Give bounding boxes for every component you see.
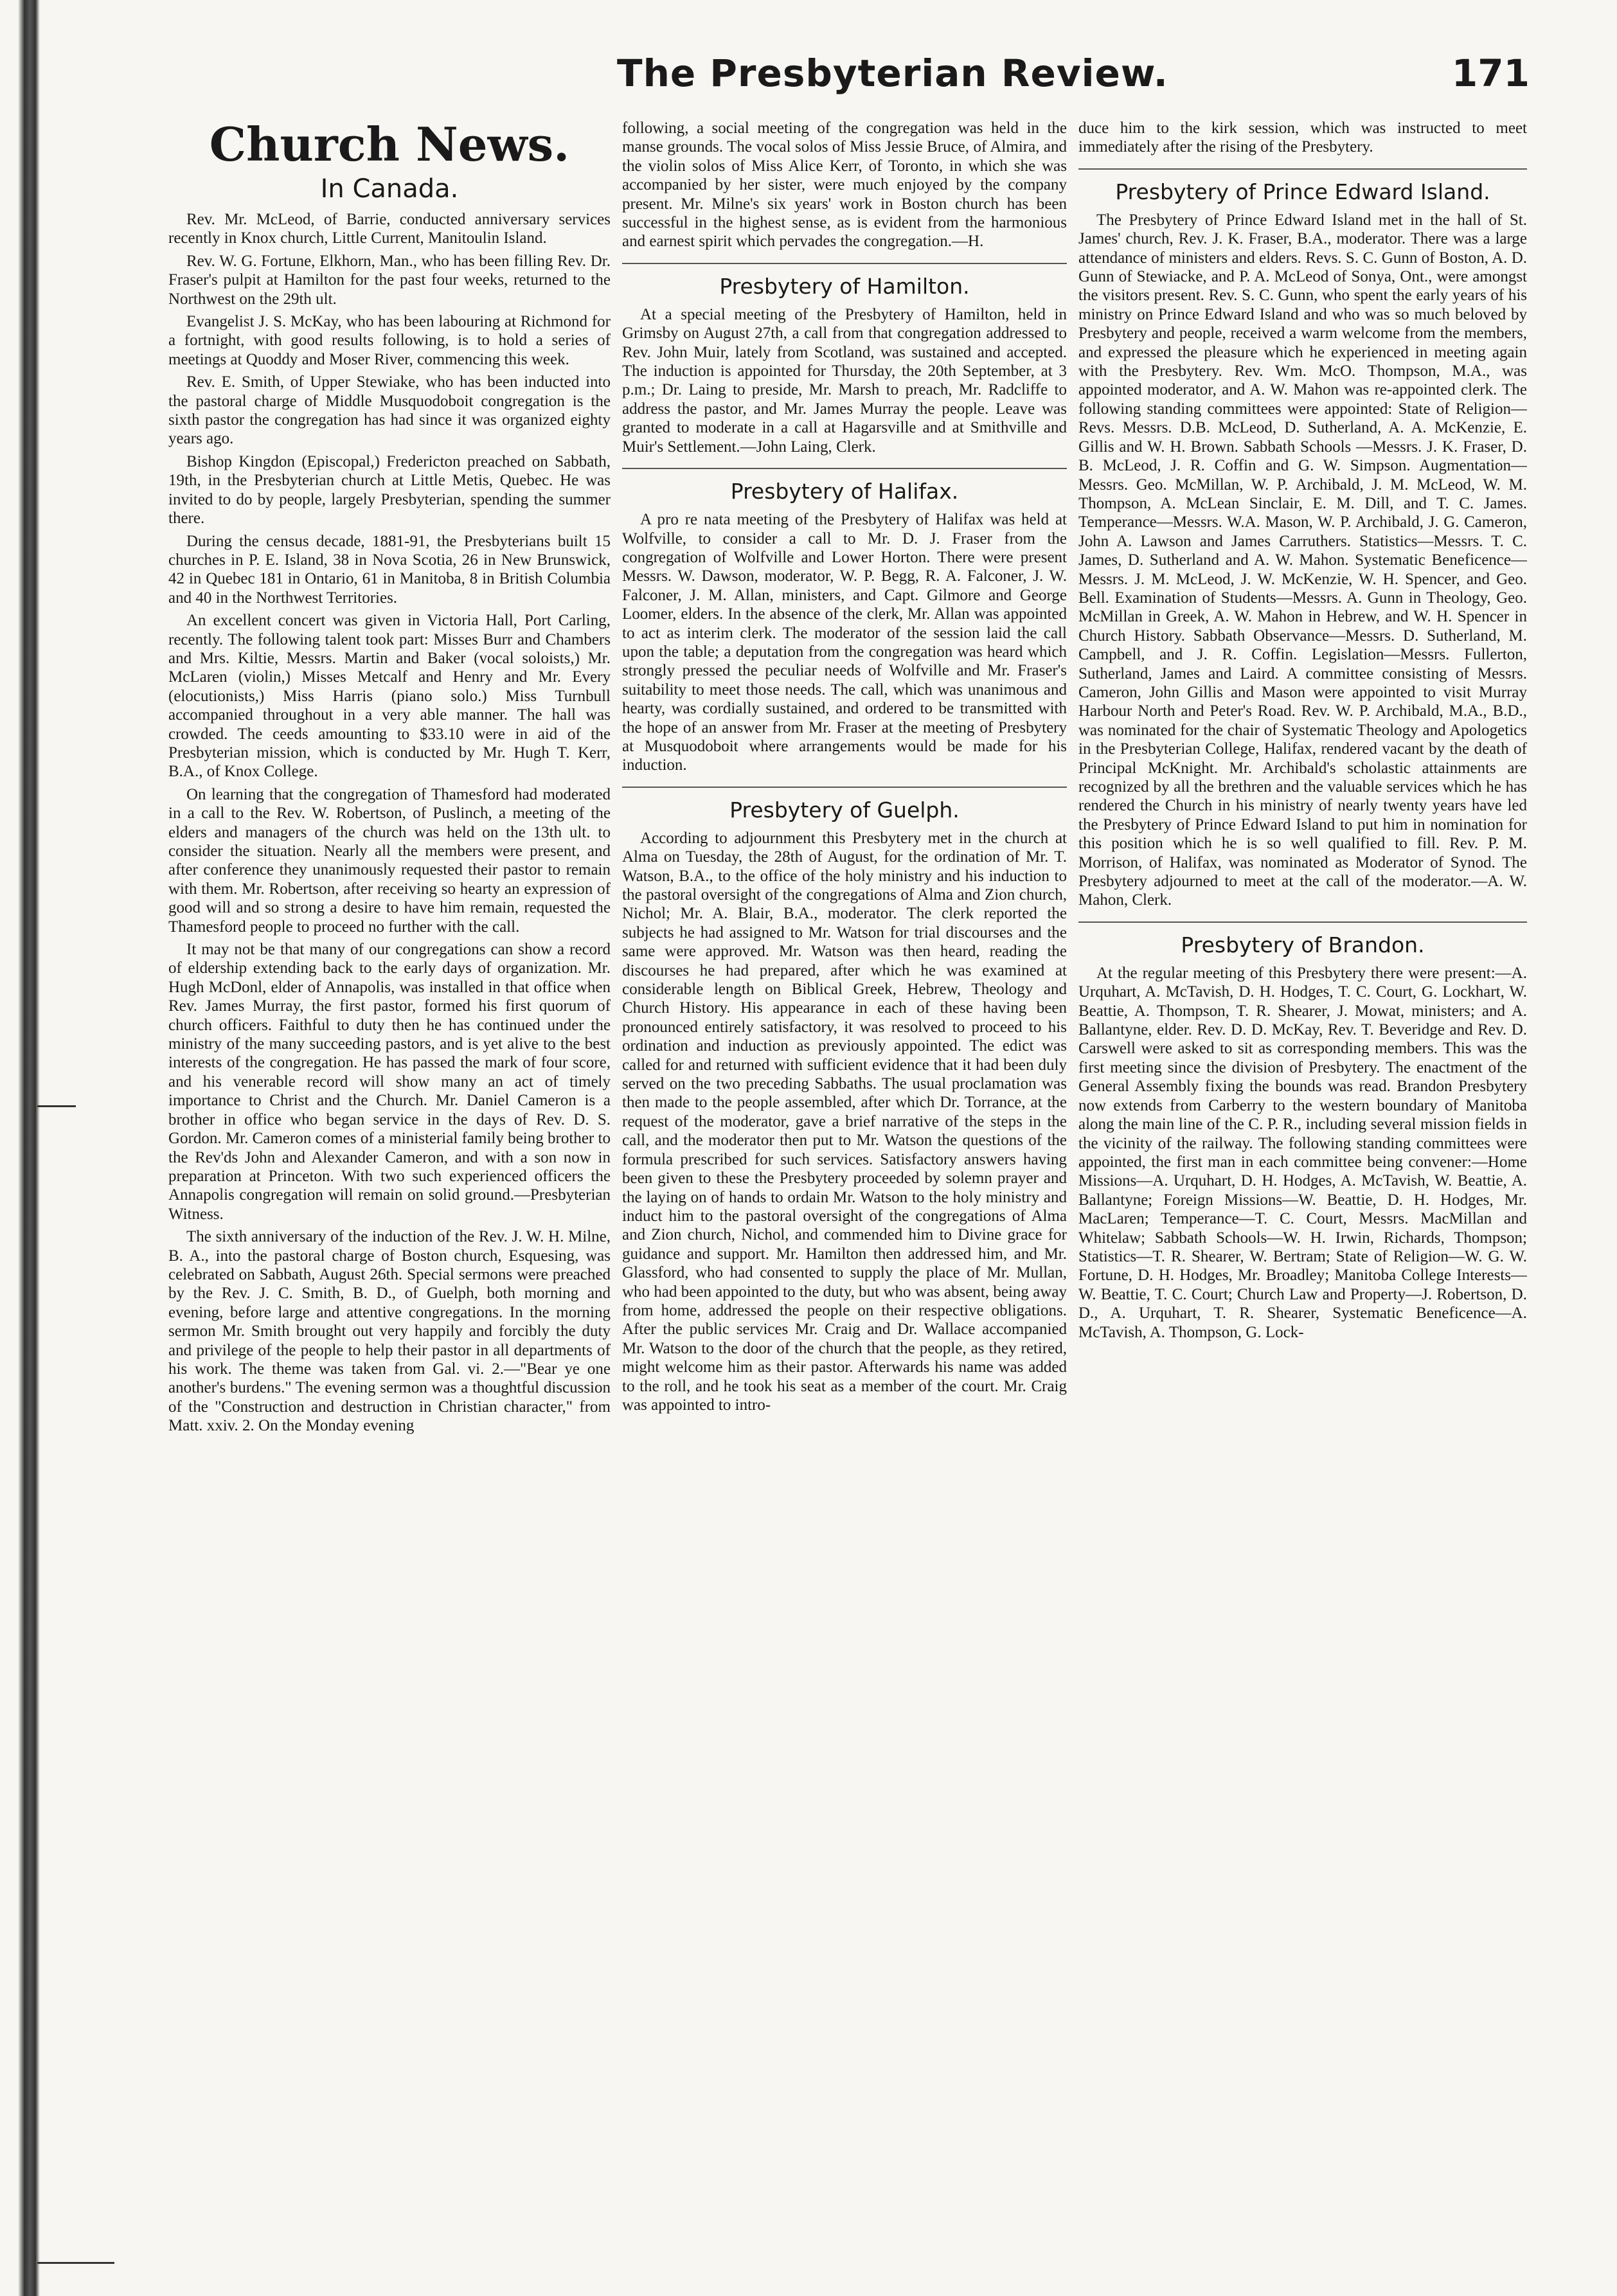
news-paragraph: An excellent concert was given in Victoria Hall, Port Carling, recently. The following talent took part: Misses Burr and Chambers and Mrs. Kiltie, Messrs. Martin and Baker (vocal soloists,) Mr. McLaren (violin,) Misses Metcalf and Henry and Mr. Every (elocutionists,) Miss Harris (piano solo.) Miss Turnbull accompanied throughout in a very able manner. The hall was crowded. The ceeds amounting to $33.10 were in aid of the Presbyterian mission, which is conducted by Mr. Hugh T. Kerr, B.A., of Knox College. — [168, 612, 611, 781]
column-2-body — [622, 119, 1067, 1414]
page-header — [617, 51, 1530, 103]
section-title: Church News. — [209, 119, 570, 172]
news-paragraph: Rev. Mr. McLeod, of Barrie, conducted anniversary services recently in Knox church, Little Current, Manitoulin Island. — [168, 211, 611, 247]
news-paragraph: Rev. W. G. Fortune, Elkhorn, Man., who has been filling Rev. Dr. Fraser's pulpit at Hamilton for the past four weeks, returned to the Northwest on the 29th ult. — [168, 252, 611, 308]
presbytery-heading: Presbytery of Guelph. — [622, 787, 1067, 823]
news-paragraph: Bishop Kingdon (Episcopal,) Fredericton preached on Sabbath, 19th, in the Presbyterian church at Little Metis, Quebec. He was invited to do by people, largely Presbyterian, spending the summer there. — [168, 452, 611, 528]
column-1 — [168, 119, 611, 2149]
page-binding-edge — [18, 0, 40, 2296]
news-paragraph: It may not be that many of our congregations can show a record of eldership extending back to the early days of organization. Mr. Hugh McDonl, elder of Annapolis, was installed in that office when Rev. James Murray, the first pastor, formed his first quorum of church officers. Faithful to duty then he has continued under the ministry of the many succeeding pastors, and is yet alive to the best interests of the congregation. He has passed the mark of four score, and his venerable record will show many an act of timely importance to Christ and the Church. Mr. Daniel Cameron is a brother in office who began service in the days of Rev. D. S. Gordon. Mr. Cameron comes of a ministerial family being brother to the Rev'ds John and Alexander Cameron, and with a son now in preparation at Princeton. With two such experienced officers the Annapolis congregation will remain on solid ground.—Presbyterian Witness. — [168, 941, 611, 1223]
column-3-body — [1078, 119, 1527, 1342]
news-paragraph: At a special meeting of the Presbytery of Hamilton, held in Grimsby on August 27th, a call from that congregation addressed to Rev. John Muir, lately from Scotland, was sustained and accepted. The induction is appointed for Thursday, the 20th September, at 3 p.m.; Dr. Laing to preside, Mr. Marsh to preach, Mr. Radcliffe to address the pastor, and Mr. James Murray the people. Leave was granted to moderate in a call at Hagarsville and at Smithville and Muir's Settlement.—John Laing, Clerk. — [622, 305, 1067, 456]
presbytery-heading: Presbytery of Halifax. — [622, 468, 1067, 504]
section-subtitle: In Canada. — [320, 174, 459, 204]
continued-paragraph: duce him to the kirk session, which was instructed to meet immediately after the rising of the Presbytery. — [1078, 120, 1527, 156]
presbytery-heading: Presbytery of Hamilton. — [622, 263, 1067, 299]
binding-mark — [37, 2262, 114, 2264]
news-paragraph: Rev. E. Smith, of Upper Stewiake, who has been inducted into the pastoral charge of Middle Musquodoboit congregation is the sixth pastor the congregation has had since it was organized eighty years ago. — [168, 373, 611, 448]
running-title: The Presbyterian Review. — [617, 51, 1168, 95]
column-3 — [1078, 119, 1527, 2149]
column-1-body — [168, 210, 611, 1436]
news-paragraph: At the regular meeting of this Presbytery there were present:—A. Urquhart, A. McTavish, D. H. Hodges, T. C. Court, G. Lockhart, W. Beattie, A. Thompson, T. R. Shearer, J. Mowat, ministers; and A. Ballantyne, elder. Rev. D. D. McKay, Rev. T. Beveridge and Rev. D. Carswell were asked to sit as corresponding members. This was the first meeting since the division of Presbytery. The enactment of the General Assembly fixing the bounds was read. Brandon Presbytery now extends from Carberry to the western boundary of Manitoba along the main line of the C. P. R., including several mission fields in the vicinity of the railway. The following standing committees were appointed, the first man in each committee being convener:—Home Missions—A. Urquhart, D. H. Hodges, A. McTavish, W. Beattie, A. Ballantyne; Foreign Missions—W. Beattie, D. H. Hodges, Mr. MacLaren; Temperance—T. C. Court, Messrs. MacMillan and Whitelaw; Sabbath Schools—W. H. Irwin, Richards, Thompson; Statistics—T. R. Shearer, W. Bertram; State of Religion—W. G. W. Fortune, D. H. Hodges, Mr. Broadley; Manitoba College Interests—W. Beattie, T. C. Court; Church Law and Property—J. Robertson, D. D., A. Urquhart, T. R. Shearer, Systematic Beneficence—A. McTavish, A. Thompson, G. Lock- — [1078, 964, 1527, 1341]
binding-mark — [37, 1105, 76, 1107]
news-paragraph: Evangelist J. S. McKay, who has been labouring at Richmond for a fortnight, with good results following, is to hold a series of meetings at Quoddy and Moser River, commencing this week. — [168, 313, 611, 368]
news-paragraph: According to adjournment this Presbytery met in the church at Alma on Tuesday, the 28th of August, for the ordination of Mr. T. Watson, B.A., to the office of the holy ministry and his induction to the pastoral oversight of the congregations of Alma and Zion church, Nichol; Mr. A. Blair, B.A., moderator. The clerk reported the subjects he had assigned to Mr. Watson for trial discourses and the same were approved. Mr. Watson was then heard, reading the discourses he had prepared, after which he was examined at considerable length on Biblical Greek, Hebrew, Theology and Church History. His appearance in each of these having been pronounced entirely satisfactory, it was resolved to proceed to his ordination and induction as previously appointed. The edict was called for and returned with sufficient evidence that it had been duly served on the two preceding Sabbaths. The usual proclamation was then made to the people assembled, after which Dr. Torrance, at the request of the moderator, gave a brief narrative of the steps in the call, and the moderator then put to Mr. Watson the questions of the formula prescribed for such services. Satisfactory answers having been given to these the Presbytery proceeded by solemn prayer and the laying on of hands to ordain Mr. Watson to the holy ministry and induct him to the pastoral oversight of the congregations of Alma and Zion church, Nichol, and commended him to Divine grace for guidance and support. Mr. Hamilton then addressed him, and Mr. Glassford, who had consented to supply the place of Mr. Mullan, who had been appointed to the duty, but who was absent, being away from home, addressed the people on their respective obligations. After the public services Mr. Craig and Dr. Wallace accompanied Mr. Watson to the door of the church that the people, as they retired, might welcome him as their pastor. Afterwards his name was added to the roll, and he took his seat as a member of the court. Mr. Craig was appointed to intro- — [622, 829, 1067, 1414]
news-paragraph: The Presbytery of Prince Edward Island met in the hall of St. James' church, Rev. J. K. Fraser, B.A., moderator. There was a large attendance of ministers and elders. Revs. S. C. Gunn of Boston, A. D. Gunn of Stewiacke, and P. A. McLeod of Sonya, Ont., were amongst the visitors present. Rev. S. C. Gunn, who spent the early years of his ministry on Prince Edward Island and who was so much beloved by Presbytery and people, received a warm welcome from the members, and expressed the pleasure which he experienced in meeting again with the Presbytery. Rev. Wm. McO. Thompson, M.A., was appointed moderator, and A. W. Mahon was re-appointed clerk. The following standing committees were appointed: State of Religion—Revs. Messrs. D.B. McLeod, D. Sutherland, A. A. McKenzie, E. Gillis and W. H. Brown. Sabbath Schools —Messrs. J. K. Fraser, D. B. McLeod, J. R. Coffin and G. W. Simpson. Augmentation—Messrs. Geo. McMillan, W. P. Archibald, J. M. McLeod, W. M. Thompson, A. McLean Sinclair, E. M. Dill, and T. C. James. Temperance—Messrs. W.A. Mason, W. P. Archibald, J. G. Cameron, John A. Lawson and James Carruthers. Statistics—Messrs. T. C. James, D. Sutherland and A. W. Mahon. Systematic Beneficence—Messrs. J. M. McLeod, J. W. McKenzie, W. H. Spencer, and Geo. Bell. Examination of Students—Messrs. A. Gunn in Theology, Geo. McMillan in Greek, A. W. Mahon in Hebrew, and W. H. Spencer in Church History. Sabbath Observance—Messrs. D. Sutherland, M. Campbell, and J. R. Coffin. Legislation—Messrs. Fullerton, Sutherland, James and Laird. A committee consisting of Messrs. Cameron, John Gillis and Mason were appointed to visit Murray Harbour North and Peter's Road. Rev. W. P. Archibald, M.A., B.D., was nominated for the chair of Systematic Theology and Apologetics in the Presbyterian College, Halifax, rendered vacant by the death of Principal McKnight. Mr. Archibald's scholastic attainments are recognized by all the brethren and the valuable services which he has rendered the Church in his ministry of nearly twenty years have led the Presbytery of Prince Edward Island to put him in nomination for this position which he is so well qualified to fill. Rev. P. M. Morrison, of Halifax, was nominated as Moderator of Synod. The Presbytery adjourned to meet at the call of the moderator.—A. W. Mahon, Clerk. — [1078, 211, 1527, 909]
news-paragraph: A pro re nata meeting of the Presbytery of Halifax was held at Wolfville, to consider a call to Mr. D. J. Fraser from the congregation of Wolfville and Lower Horton. There were present Messrs. W. Dawson, moderator, W. P. Begg, R. A. Falconer, J. W. Falconer, J. M. Allan, ministers, and Capt. Gilmore and George Loomer, elders. In the absence of the clerk, Mr. Allan was appointed to act as interim clerk. The moderator of the session laid the call upon the table; a deputation from the congregation was heard which strongly pressed the peculiar needs of Wolfville and Mr. Fraser's suitability to meet those needs. The call, which was unanimous and hearty, was cordially sustained, and ordered to be transmitted with the hope of an answer from Mr. Fraser at the meeting of Presbytery at Musquodoboit where arrangements would be made for his induction. — [622, 511, 1067, 774]
presbytery-heading: Presbytery of Brandon. — [1078, 921, 1527, 957]
presbytery-heading: Presbytery of Prince Edward Island. — [1078, 168, 1527, 204]
news-paragraph: The sixth anniversary of the induction of the Rev. J. W. H. Milne, B. A., into the pastoral charge of Boston church, Esquesing, was celebrated on Sabbath, August 26th. Special sermons were preached by the Rev. J. C. Smith, B. D., of Guelph, both morning and evening, before large and attentive congregations. In the morning sermon Mr. Smith brought out very happily and forcibly the duty and privilege of the people to help their pastor in all departments of his work. The theme was taken from Gal. vi. 2.—"Bear ye one another's burdens." The evening sermon was a thoughtful discussion of the "Construction and destruction in Christian character," from Matt. xxiv. 2. On the Monday evening — [168, 1228, 611, 1435]
news-paragraph: During the census decade, 1881-91, the Presbyterians built 15 churches in P. E. Island, 38 in Nova Scotia, 26 in New Brunswick, 42 in Quebec 181 in Ontario, 61 in Manitoba, 8 in British Columbia and 40 in the Northwest Territories. — [168, 532, 611, 607]
news-paragraph: On learning that the congregation of Thamesford had moderated in a call to the Rev. W. Robertson, of Puslinch, a meeting of the elders and managers of the church was held on the 13th ult. to consider the situation. Nearly all the members were present, and after conference they unanimously requested their pastor to remain with them. Mr. Robertson, after receiving so hearty an expression of good will and so strong a desire to have him remain, requested the Thamesford people to proceed no further with the call. — [168, 785, 611, 936]
continued-paragraph: following, a social meeting of the congregation was held in the manse grounds. The vocal solos of Miss Jessie Bruce, of Almira, and the violin solos of Miss Alice Kerr, of Toronto, in which she was accompanied by her sister, were much enjoyed by the company present. Mr. Milne's six years' work in Boston church has been successful in the highest sense, as is evident from the harmonious and earnest spirit which pervades the congregation.—H. — [622, 120, 1067, 251]
column-2 — [622, 119, 1067, 2149]
page-number: 171 — [1451, 51, 1530, 95]
